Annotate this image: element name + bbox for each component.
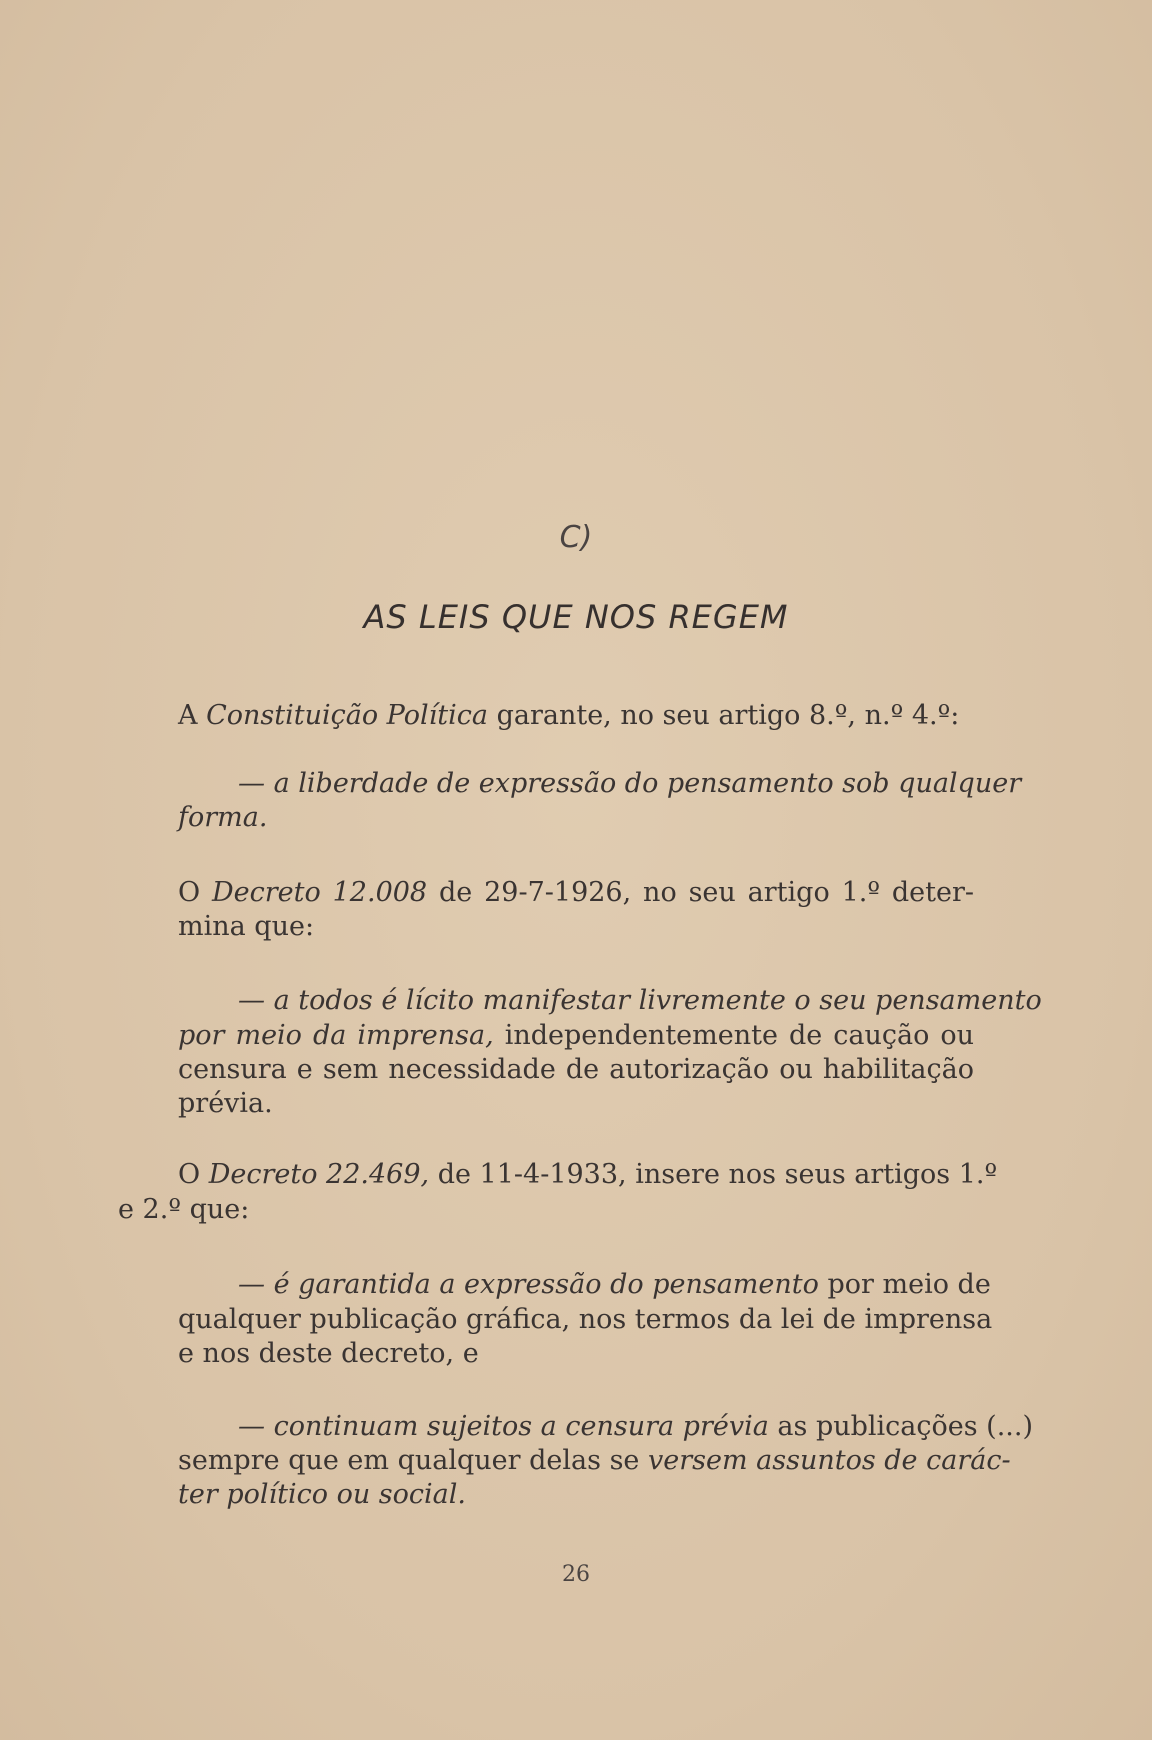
emphasis-text: Decreto 22.469, [208, 1159, 430, 1190]
emphasis-text: Decreto 12.008 [212, 877, 428, 908]
emphasis-text: — continuam sujeitos a censura prévia [238, 1411, 769, 1442]
quote-line: — a todos é lícito manifestar livremente o seu pensamento [238, 985, 1042, 1016]
quote-line: sempre que em qualquer delas se versem assuntos de carác- [178, 1445, 1011, 1476]
emphasis-text: — é garantida a expressão do pensamento [238, 1269, 819, 1300]
paragraph-line: mina que: [178, 911, 315, 942]
emphasis-text: Constituição Política [206, 700, 488, 731]
paragraph-decree-12008: O Decreto 12.008 de 29-7-1926, no seu artigo 1.º deter- [178, 877, 975, 908]
emphasis-text: por meio da imprensa, [178, 1020, 494, 1051]
quote-line: e nos deste decreto, e [178, 1338, 479, 1369]
quote-line: — continuam sujeitos a censura prévia as publicações (...) [238, 1411, 1034, 1442]
emphasis-text: versem assuntos de carác- [647, 1445, 1011, 1476]
quote-line: ter político ou social. [178, 1479, 466, 1510]
quote-line: qualquer publicação gráfica, nos termos da lei de imprensa [178, 1304, 993, 1335]
section-title: AS LEIS QUE NOS REGEM [363, 598, 789, 636]
paragraph-constitution: A Constituição Política garante, no seu artigo 8.º, n.º 4.º: [178, 700, 960, 731]
section-mark: C) [559, 520, 593, 555]
quote-line: por meio da imprensa, independentemente de caução ou [178, 1020, 974, 1051]
quote-line: censura e sem necessidade de autorização ou habilitação [178, 1054, 974, 1085]
paragraph-line: e 2.º que: [118, 1194, 250, 1225]
quote-line: prévia. [178, 1088, 273, 1119]
paragraph-decree-22469: O Decreto 22.469, de 11-4-1933, insere nos seus artigos 1.º [178, 1159, 998, 1190]
quote-line: — a liberdade de expressão do pensamento sob qualquer [238, 768, 1022, 799]
quote-line: forma. [178, 802, 268, 833]
page-number: 26 [562, 1562, 590, 1587]
quote-line: — é garantida a expressão do pensamento por meio de [238, 1269, 991, 1300]
